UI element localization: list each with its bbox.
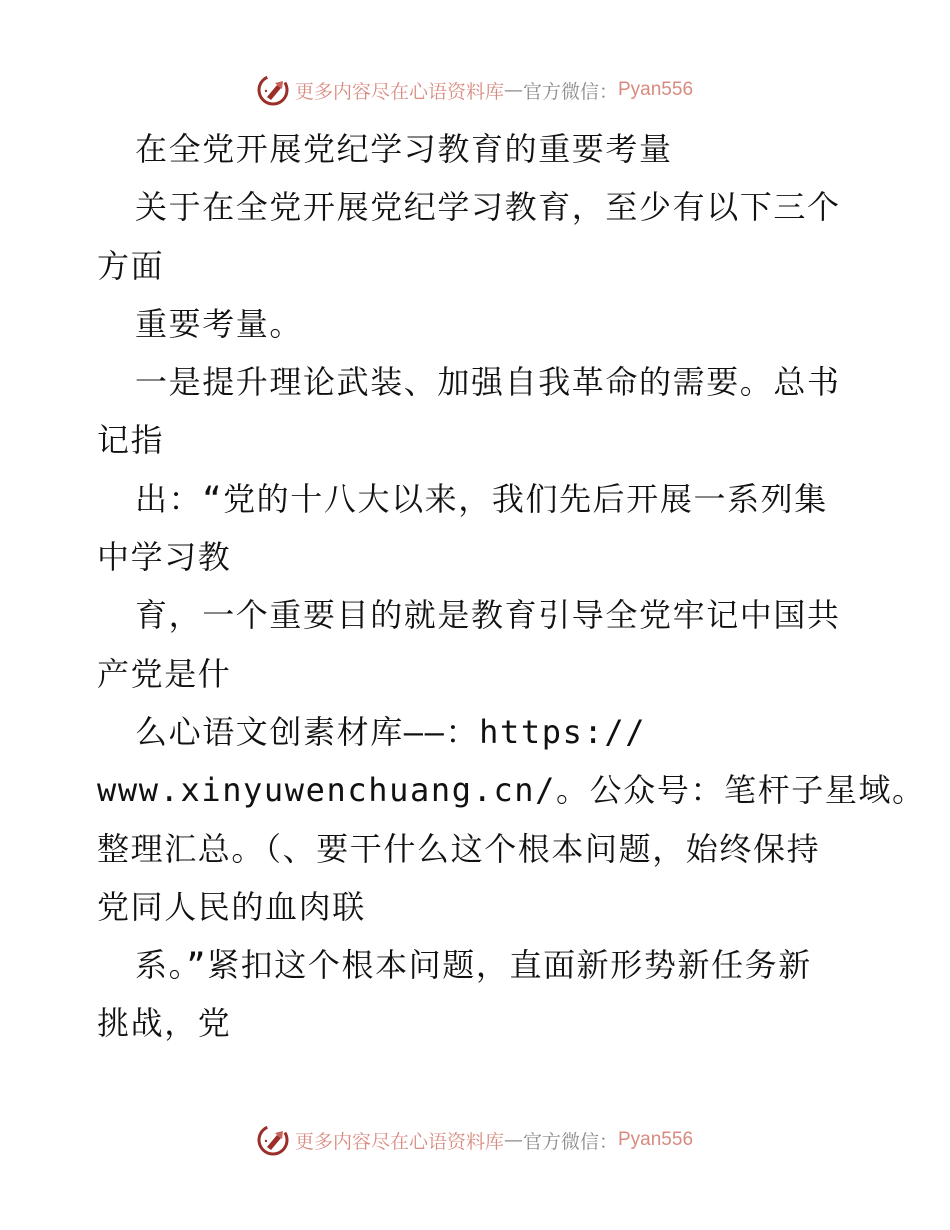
doc-title: 在全党开展党纪学习教育的重要考量 xyxy=(135,130,673,168)
doc-line: 么心语文创素材库——：https:// xyxy=(135,712,647,751)
doc-line: 中学习教 xyxy=(97,538,232,577)
doc-line: 出：“党的十八大以来，我们先后开展一系列集 xyxy=(135,479,828,518)
doc-line: 关于在全党开展党纪学习教育，至少有以下三个 xyxy=(135,188,841,227)
doc-line: www.xinyuwenchuang.cn/。公众号：笔杆子星域。 xyxy=(97,771,926,810)
doc-line: 整理汇总。（、要干什么这个根本问题，始终保持 xyxy=(97,829,821,868)
doc-line: 方面 xyxy=(97,246,165,285)
footer-banner xyxy=(0,1120,950,1160)
banner-wechat-label: 官方微信： xyxy=(522,1130,618,1153)
banner-site-text: 更多内容尽在心语资料库 xyxy=(294,1130,504,1153)
doc-line: 重要考量。 xyxy=(135,304,304,343)
doc-line: 挑战，党 xyxy=(97,1004,232,1043)
banner-wechat-id: Pyan556 xyxy=(618,1129,694,1150)
header-banner xyxy=(0,70,950,110)
doc-line: 产党是什 xyxy=(97,654,232,693)
pen-nib-logo-icon xyxy=(257,1123,291,1157)
document-body xyxy=(97,120,926,1053)
banner-site-text: 更多内容尽在心语资料库 xyxy=(294,80,504,103)
doc-line: 党同人民的血肉联 xyxy=(97,887,366,926)
doc-line: 育，一个重要目的就是教育引导全党牢记中国共 xyxy=(135,596,841,635)
doc-line: 记指 xyxy=(97,421,165,460)
banner-dash: — xyxy=(503,1129,523,1151)
pen-nib-logo-icon xyxy=(257,73,291,107)
banner-wechat-label: 官方微信： xyxy=(522,80,618,103)
banner-wechat-id: Pyan556 xyxy=(618,79,694,100)
banner-dash: — xyxy=(503,79,523,101)
doc-line: 系。”紧扣这个根本问题，直面新形势新任务新 xyxy=(135,946,812,985)
doc-line: 一是提升理论武装、加强自我革命的需要。总书 xyxy=(135,363,841,402)
